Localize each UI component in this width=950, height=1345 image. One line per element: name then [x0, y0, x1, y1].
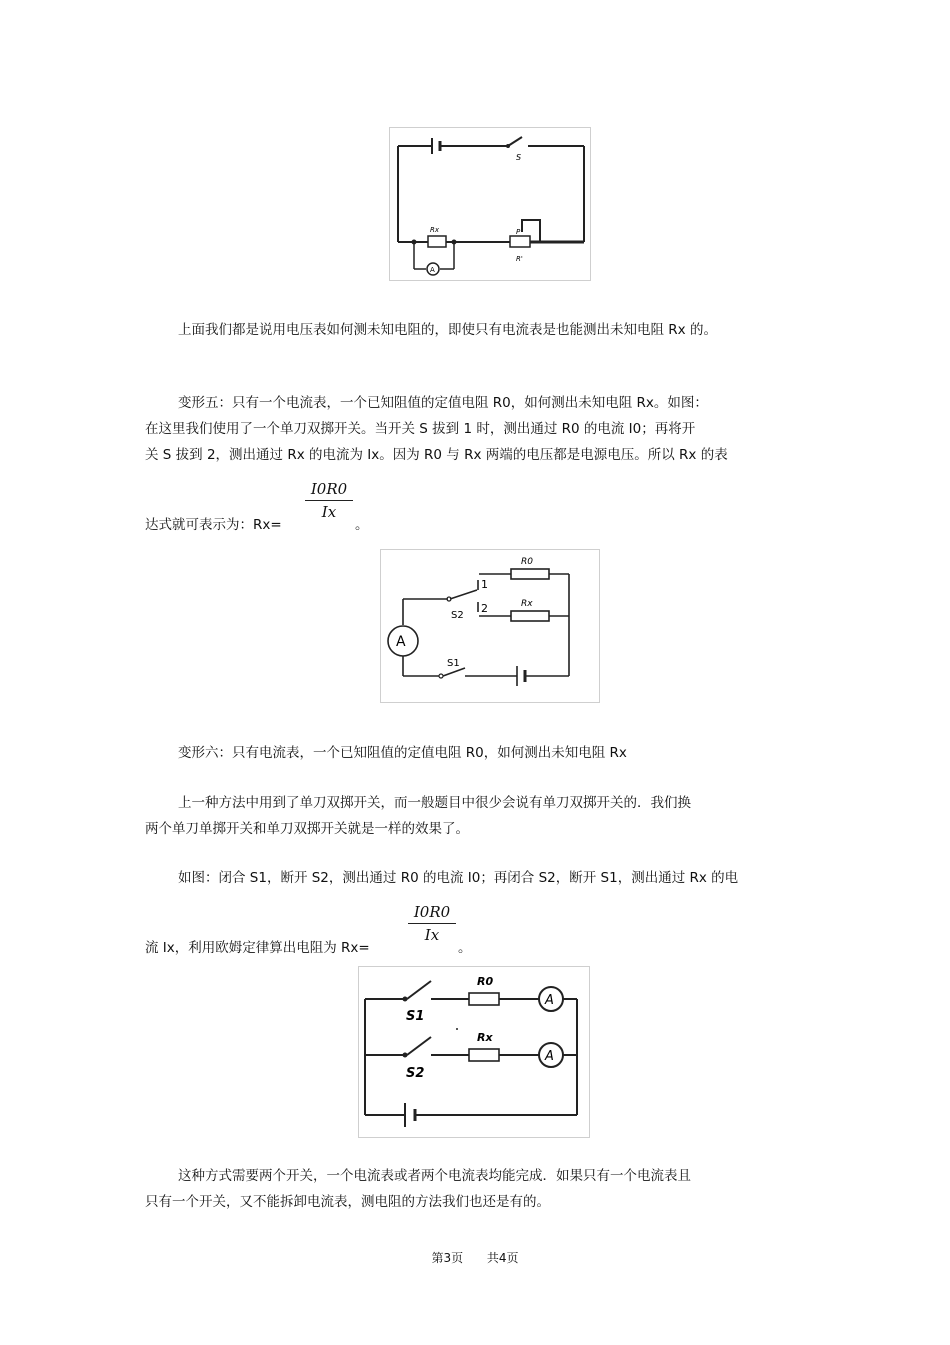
variant-five-line-1: 变形五：只有一个电流表，一个已知阻值的定值电阻 R0，如何测出未知电阻 Rx。如图： — [178, 395, 708, 411]
variant-five-expression-line — [145, 512, 805, 538]
circuit-diagram-3 — [359, 967, 589, 1137]
ammeter-1-label: A — [545, 993, 554, 1008]
paragraph-intro — [145, 317, 805, 343]
circuit-figure-2 — [380, 549, 600, 703]
circuit-figure-3 — [358, 966, 590, 1138]
switch-note-line-1: 上一种方法中用到了单刀双掷开关，而一般题目中很少会说有单刀双掷开关的．我们换 — [178, 795, 691, 811]
resistor-label: Rx — [430, 226, 440, 234]
method-line-1: 如图：闭合 S1，断开 S2，测出通过 R0 的电流 I0；再闭合 S2，断开 S1，测出通过 Rx 的电 — [178, 870, 739, 886]
position-1-label: 1 — [481, 578, 488, 591]
s1-label: S1 — [406, 1009, 425, 1024]
ammeter-2-label: A — [545, 1049, 554, 1064]
paragraph-method — [145, 865, 805, 891]
ammeter-label: A — [430, 266, 435, 274]
variant-five-line-3: 关 S 拔到 2，测出通过 Rx 的电流为 Ix。因为 R0 与 Rx 两端的电压都是电源电压。所以 Rx 的表 — [145, 447, 728, 463]
formula-denominator: Ix — [408, 923, 456, 944]
conclusion-line-2: 只有一个开关，又不能拆卸电流表，测电阻的方法我们也还是有的。 — [145, 1194, 550, 1210]
page-total: 共4页 — [486, 1251, 519, 1265]
method-expression-end — [458, 935, 498, 961]
paragraph-conclusion — [145, 1163, 805, 1215]
slider-label: P — [516, 228, 521, 236]
paragraph-variant-six — [145, 740, 805, 766]
circuit-figure-1 — [389, 127, 591, 281]
switch-label: S — [516, 153, 522, 162]
position-2-label: 2 — [481, 602, 488, 615]
paragraph-intro-text: 上面我们都是说用电压表如何测未知电阻的，即使只有电流表是也能测出未知电阻 Rx 的。 — [178, 322, 717, 338]
method-expression-suffix: 。 — [458, 940, 472, 956]
switch-note-line-2: 两个单刀单掷开关和单刀双掷开关就是一样的效果了。 — [145, 821, 469, 837]
variant-six-text: 变形六：只有电流表，一个已知阻值的定值电阻 R0，如何测出未知电阻 Rx — [178, 745, 627, 761]
r0-label: R0 — [477, 975, 494, 988]
circuit-diagram-1 — [390, 128, 590, 280]
rx-label: Rx — [477, 1031, 493, 1044]
variant-five-expression-end — [355, 512, 395, 538]
paragraph-switch-note — [145, 790, 805, 842]
ammeter-label: A — [396, 634, 406, 650]
rheostat-label: R' — [516, 255, 523, 263]
variant-five-expression-prefix: 达式就可表示为：Rx= — [145, 517, 282, 533]
variant-five-expression-suffix: 。 — [355, 517, 369, 533]
s1-label: S1 — [447, 658, 460, 669]
circuit-diagram-2 — [381, 550, 599, 702]
page-footer — [0, 1249, 950, 1266]
paragraph-variant-five — [145, 390, 805, 468]
formula-rx-1 — [305, 480, 353, 521]
s2-label: S2 — [406, 1066, 425, 1081]
s2-label: S2 — [451, 610, 464, 621]
variant-five-line-2: 在这里我们使用了一个单刀双掷开关。当开关 S 拔到 1 时，测出通过 R0 的电流 I0；再将开 — [145, 421, 696, 437]
formula-rx-2 — [408, 903, 456, 944]
r0-label: R0 — [521, 557, 533, 567]
formula-numerator: I0R0 — [413, 903, 451, 921]
formula-numerator: I0R0 — [310, 480, 348, 498]
conclusion-line-1: 这种方式需要两个开关，一个电流表或者两个电流表均能完成．如果只有一个电流表且 — [178, 1168, 691, 1184]
method-expression-prefix: 流 Ix，利用欧姆定律算出电阻为 Rx= — [145, 940, 370, 956]
formula-denominator: Ix — [305, 500, 353, 521]
page-number: 第3页 — [431, 1251, 464, 1265]
rx-label: Rx — [521, 599, 533, 609]
